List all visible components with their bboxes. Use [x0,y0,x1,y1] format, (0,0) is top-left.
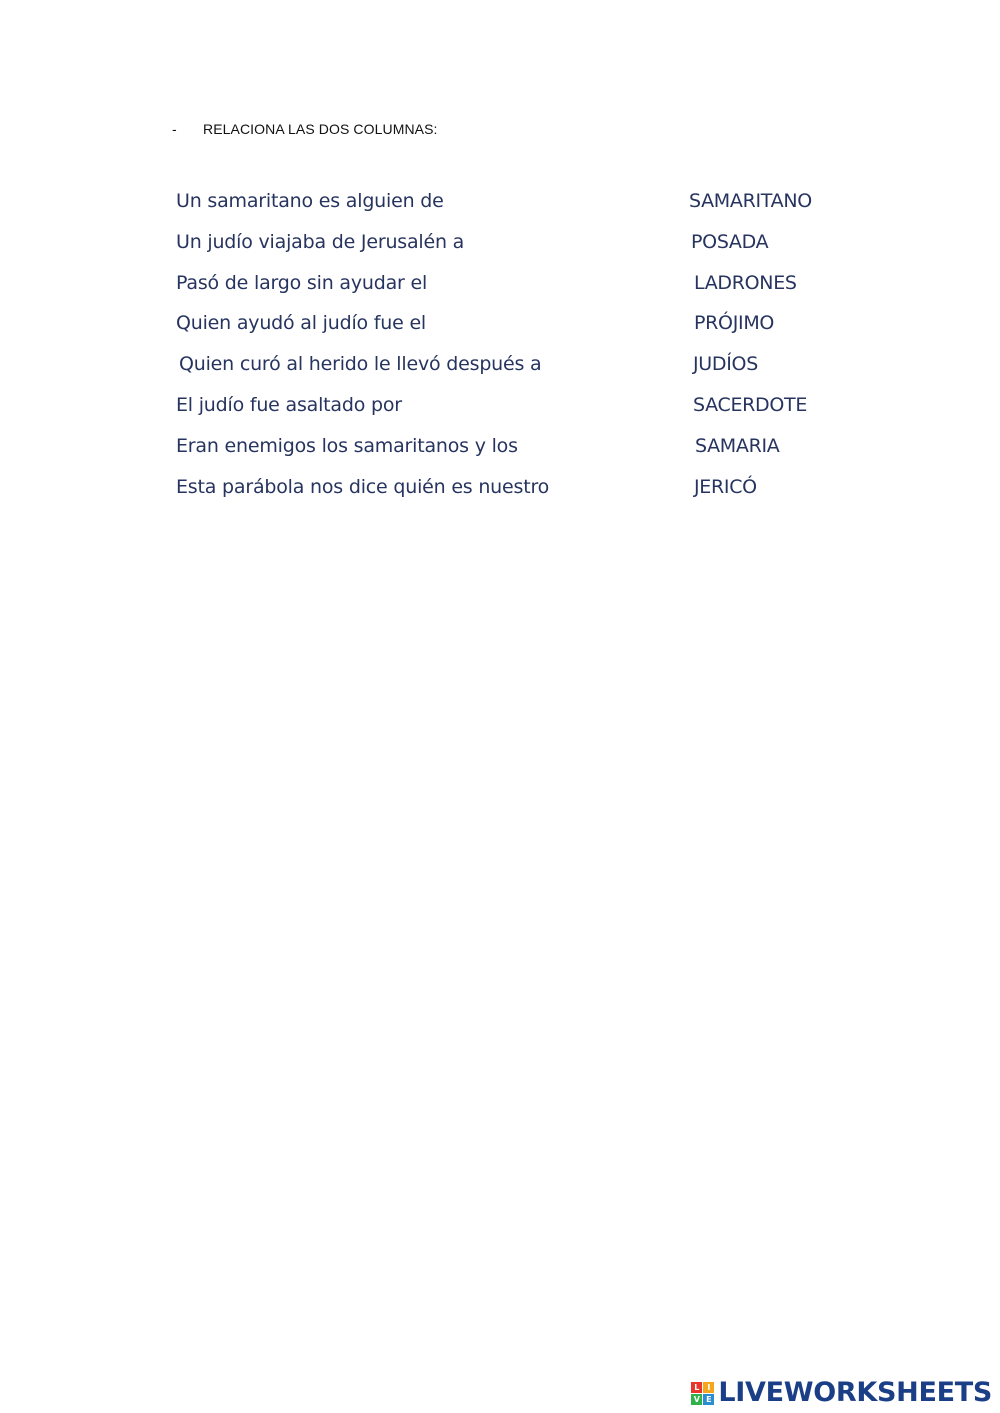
match-columns [176,186,856,512]
logo-letter: I [703,1382,714,1393]
match-row [176,268,856,309]
left-column-item: Pasó de largo sin ayudar el [176,271,428,294]
match-row [176,227,856,268]
right-column-item: JUDÍOS [693,353,758,376]
right-column-item: SAMARITANO [689,190,812,212]
match-row [176,472,856,513]
match-row [176,431,856,472]
left-column-item: El judío fue asaltado por [176,393,402,416]
logo-letter: V [691,1394,702,1405]
match-row [176,186,856,227]
left-column-item: Eran enemigos los samaritanos y los [176,434,518,457]
instruction-bullet: - [172,121,177,137]
match-row [176,308,856,349]
right-column-item: POSADA [691,230,769,253]
match-row [176,390,856,431]
right-column-item: PRÓJIMO [694,312,775,335]
logo-letter: E [703,1394,714,1405]
instruction [172,121,438,137]
right-column-item: JERICÓ [694,475,757,498]
right-column-item: SACERDOTE [693,393,808,416]
left-column-item: Un samaritano es alguien de [176,190,444,212]
liveworksheets-brand[interactable] [691,1379,992,1407]
match-row [176,349,856,390]
left-column-item: Quien ayudó al judío fue el [176,312,427,335]
left-column-item: Quien curó al herido le llevó después a [179,353,542,376]
liveworksheets-logo-icon [691,1382,714,1405]
brand-wordmark: LIVEWORKSHEETS [718,1377,992,1408]
instruction-text: RELACIONA LAS DOS COLUMNAS: [203,121,438,137]
logo-letter: L [691,1382,702,1393]
right-column-item: LADRONES [694,271,797,294]
left-column-item: Un judío viajaba de Jerusalén a [176,230,465,253]
right-column-item: SAMARIA [695,434,780,457]
left-column-item: Esta parábola nos dice quién es nuestro [176,475,550,498]
